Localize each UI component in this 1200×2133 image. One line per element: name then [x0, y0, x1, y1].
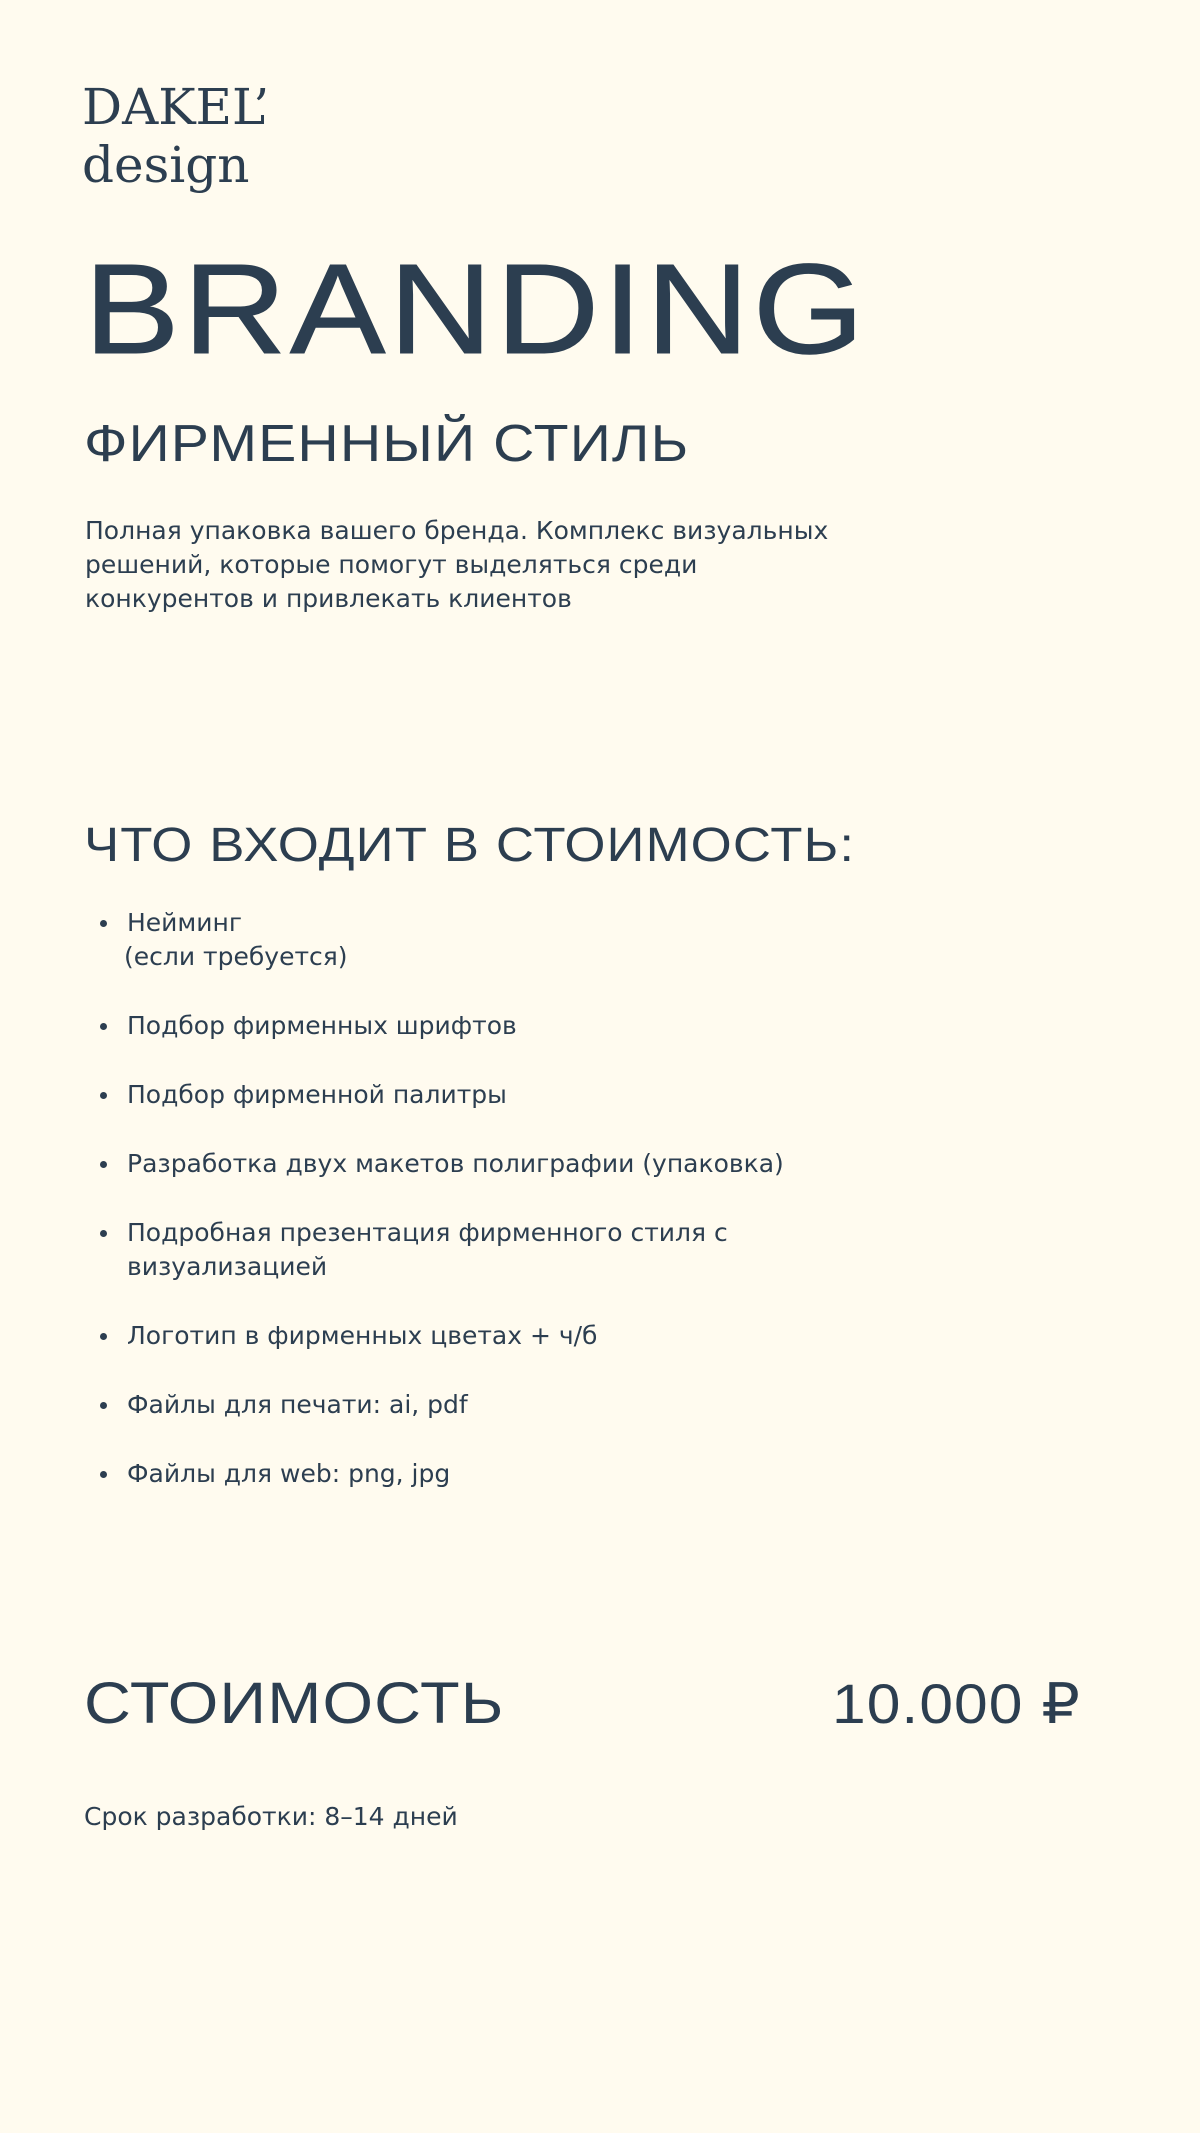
bullet-icon — [100, 1092, 107, 1099]
list-item — [100, 1319, 820, 1353]
bullet-icon — [100, 1402, 107, 1409]
included-title: ЧТО ВХОДИТ В СТОИМОСТЬ: — [84, 819, 856, 872]
included-list — [100, 906, 820, 1526]
bullet-icon — [100, 1333, 107, 1340]
bullet-icon — [100, 1161, 107, 1168]
list-item-text: Подбор фирменной палитры — [127, 1080, 507, 1109]
hero-description: Полная упаковка вашего бренда. Комплекс визуальных решений, которые помогут выделяться среди конкурентов и привлекать клиентов — [85, 516, 829, 613]
list-item — [100, 1388, 820, 1422]
list-item — [100, 1009, 820, 1043]
hero-subtitle: ФИРМЕННЫЙ СТИЛЬ — [84, 415, 690, 473]
logo-line-1: DAKEL’ — [82, 78, 270, 136]
list-item-text: Логотип в фирменных цветах + ч/б — [127, 1321, 598, 1350]
price-value: 10.000 ₽ — [832, 1672, 1081, 1735]
brand-logo — [82, 78, 269, 194]
list-item-note: (если требуется) — [124, 942, 348, 971]
list-item-text: Файлы для печати: ai, pdf — [127, 1390, 468, 1419]
list-item — [100, 1457, 820, 1491]
list-item — [100, 1216, 820, 1284]
price-label: СТОИМОСТЬ — [84, 1671, 505, 1736]
list-item-text: Разработка двух макетов полиграфии (упаковка) — [127, 1149, 784, 1178]
list-item-text: Файлы для web: png, jpg — [127, 1459, 451, 1488]
logo-line-2: design — [82, 136, 250, 194]
list-item — [100, 1078, 820, 1112]
list-item-text: Нейминг — [127, 908, 243, 937]
bullet-icon — [100, 1230, 107, 1237]
list-item-text: Подбор фирменных шрифтов — [127, 1011, 517, 1040]
list-item — [100, 1147, 820, 1181]
bullet-icon — [100, 1023, 107, 1030]
development-term: Срок разработки: 8–14 дней — [84, 1802, 458, 1831]
list-item-text: Подробная презентация фирменного стиля с визуализацией — [127, 1218, 728, 1281]
bullet-icon — [100, 920, 107, 927]
bullet-icon — [100, 1471, 107, 1478]
hero-title: BRANDING — [84, 238, 868, 381]
list-item — [100, 906, 820, 974]
